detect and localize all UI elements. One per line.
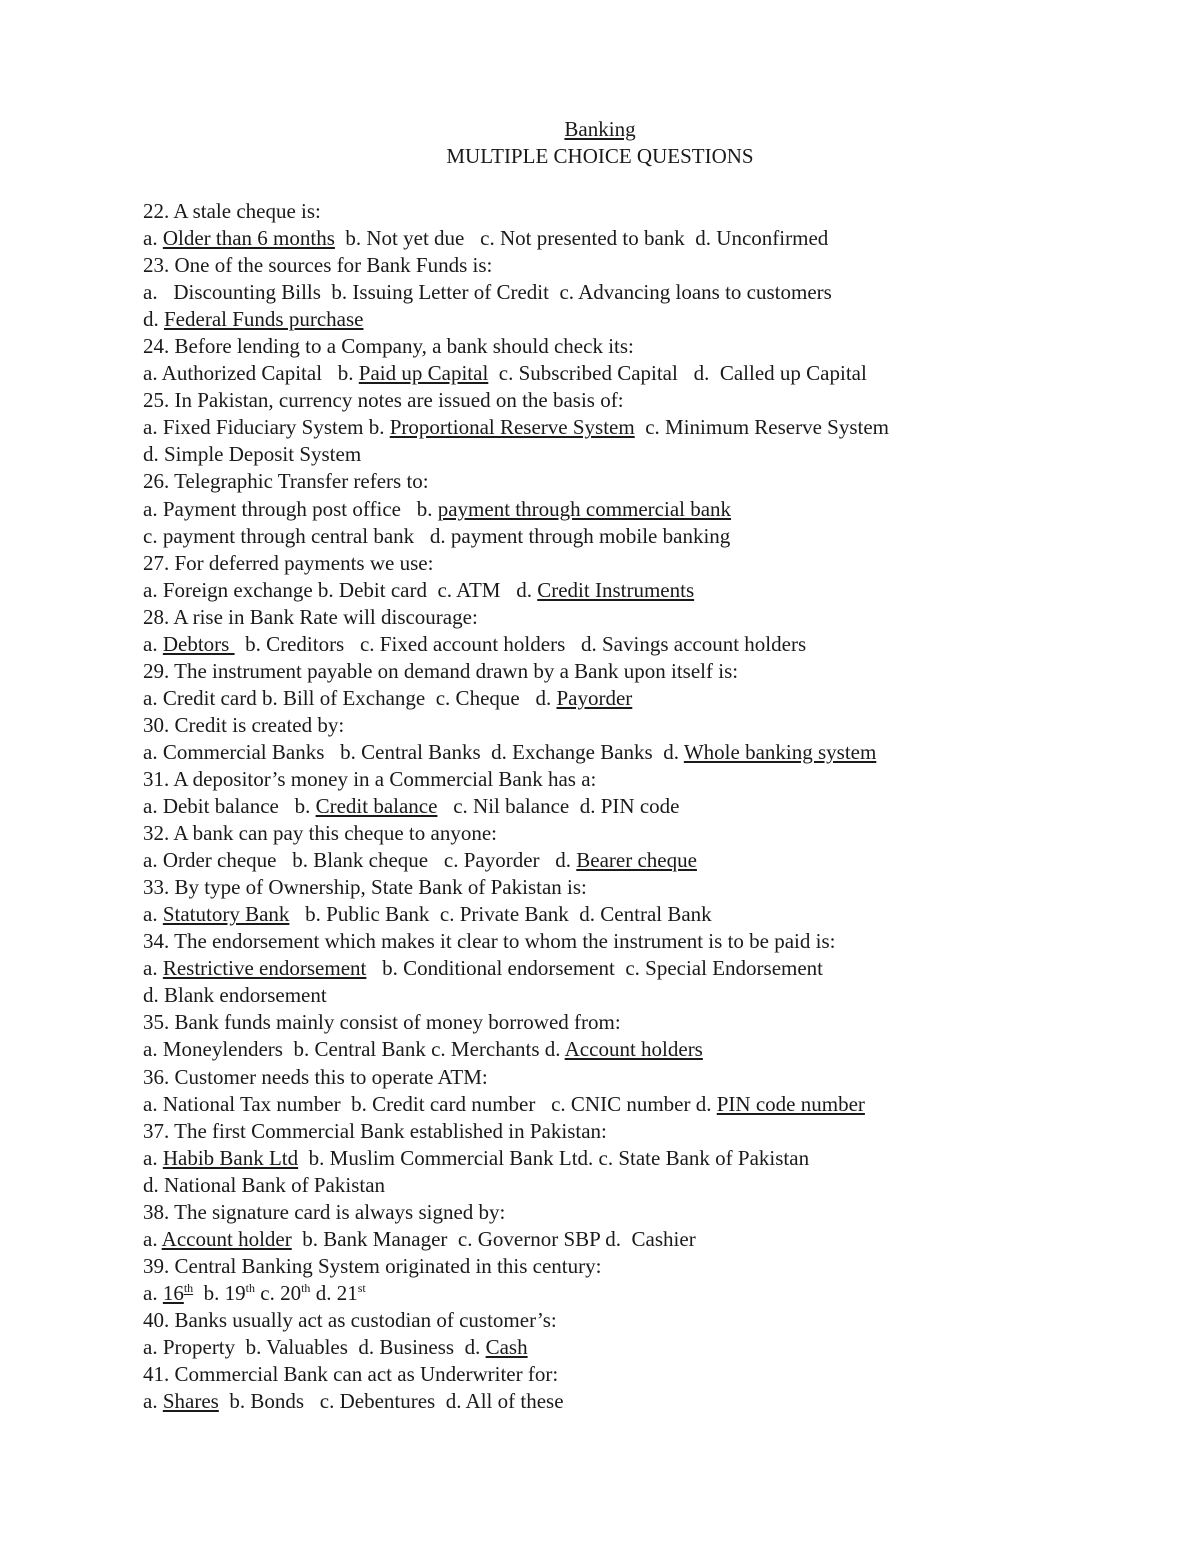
correct-answer: Habib Bank Ltd — [162, 1145, 299, 1170]
correct-answer: Cash — [485, 1334, 528, 1359]
ordinal-suffix: st — [357, 1280, 366, 1295]
answer-options-line — [143, 901, 1143, 928]
answer-options-line — [143, 523, 1143, 550]
question-line — [143, 1199, 1143, 1226]
answer-options-line — [143, 1334, 1143, 1361]
text-segment: c. Minimum Reserve System — [634, 415, 890, 440]
text-segment: 31. A depositor’s money in a Commercial Bank has a: — [143, 766, 597, 791]
text-segment: a. — [143, 1280, 163, 1305]
text-segment: a. Payment through post office b. — [143, 496, 438, 521]
text-segment: a. Credit card b. Bill of Exchange c. Cheque d. — [143, 685, 557, 710]
answer-options-line — [143, 1226, 1143, 1253]
mcq-list — [143, 198, 1143, 1415]
question-line — [143, 333, 1143, 360]
answer-options-line — [143, 739, 1143, 766]
ordinal-suffix: th — [245, 1280, 256, 1295]
text-segment: a. Authorized Capital b. — [143, 361, 359, 386]
text-segment: 29. The instrument payable on demand drawn by a Bank upon itself is: — [143, 658, 739, 683]
text-segment: a. — [143, 902, 163, 927]
text-segment: d. Blank endorsement — [143, 983, 327, 1008]
text-segment: a. Foreign exchange b. Debit card c. ATM d. — [143, 577, 538, 602]
correct-answer: Credit balance — [315, 794, 438, 819]
correct-answer: Federal Funds purchase — [164, 307, 364, 332]
question-line — [143, 928, 1143, 955]
correct-answer: PIN code number — [716, 1091, 865, 1116]
correct-answer: Bearer cheque — [576, 848, 697, 873]
text-segment: 33. By type of Ownership, State Bank of Pakistan is: — [143, 875, 587, 900]
answer-options-line — [143, 414, 1143, 441]
text-segment: a. Debit balance b. — [143, 794, 316, 819]
text-segment: 30. Credit is created by: — [143, 712, 345, 737]
question-line — [143, 550, 1143, 577]
text-segment: b. Muslim Commercial Bank Ltd. c. State Bank of Pakistan — [298, 1145, 810, 1170]
text-segment: 27. For deferred payments we use: — [143, 550, 434, 575]
question-line — [143, 1361, 1143, 1388]
answer-options-line — [143, 306, 1143, 333]
text-segment: 26. Telegraphic Transfer refers to: — [143, 469, 429, 494]
correct-answer: Debtors — [162, 631, 235, 656]
correct-answer: Statutory Bank — [162, 902, 290, 927]
answer-options-line — [143, 577, 1143, 604]
text-segment: a. — [143, 1226, 162, 1251]
document-title: Banking — [564, 117, 636, 141]
correct-answer: Restrictive endorsement — [162, 956, 367, 981]
text-segment: 36. Customer needs this to operate ATM: — [143, 1064, 488, 1089]
text-segment: 23. One of the sources for Bank Funds is: — [143, 253, 493, 278]
answer-options-line — [143, 631, 1143, 658]
text-segment: a. Moneylenders b. Central Bank c. Merchants d. — [143, 1037, 565, 1062]
ordinal-suffix: th — [301, 1280, 311, 1295]
question-line — [143, 252, 1143, 279]
correct-answer: Proportional Reserve System — [389, 415, 635, 440]
text-segment: 41. Commercial Bank can act as Underwriter for: — [143, 1362, 559, 1387]
answer-options-line — [143, 1145, 1143, 1172]
text-segment: c. 20 — [255, 1280, 302, 1305]
text-segment: 38. The signature card is always signed by: — [143, 1199, 506, 1224]
correct-answer: 16 — [162, 1280, 184, 1305]
question-line — [143, 1307, 1143, 1334]
correct-answer: Shares — [162, 1389, 219, 1414]
answer-options-line — [143, 279, 1143, 306]
text-segment: 32. A bank can pay this cheque to anyone: — [143, 821, 497, 846]
text-segment: 22. A stale cheque is: — [143, 199, 321, 223]
question-line — [143, 820, 1143, 847]
text-segment: a. Discounting Bills b. Issuing Letter of Credit c. Advancing loans to customers — [143, 280, 832, 305]
text-segment: b. Creditors c. Fixed account holders d. Savings account holders — [234, 631, 807, 656]
text-segment: c. Nil balance d. PIN code — [437, 794, 680, 819]
question-line — [143, 712, 1143, 739]
text-segment: a. — [143, 1389, 163, 1414]
answer-options-line — [143, 955, 1143, 982]
text-segment: c. payment through central bank d. payment through mobile banking — [143, 523, 731, 548]
answer-options-line — [143, 847, 1143, 874]
correct-answer: payment through commercial bank — [437, 496, 732, 521]
answer-options-line — [143, 441, 1143, 468]
text-segment: 39. Central Banking System originated in this century: — [143, 1253, 602, 1278]
correct-answer: Older than 6 months — [162, 226, 335, 251]
correct-answer: th — [183, 1280, 194, 1295]
text-segment: 35. Bank funds mainly consist of money borrowed from: — [143, 1010, 621, 1035]
answer-options-line — [143, 1280, 1143, 1307]
text-segment: b. Bank Manager c. Governor SBP d. Cashier — [291, 1226, 696, 1251]
question-line — [143, 1118, 1143, 1145]
correct-answer: Whole banking system — [683, 739, 877, 764]
text-segment: 37. The first Commercial Bank established in Pakistan: — [143, 1118, 607, 1143]
text-segment: b. Public Bank c. Private Bank d. Central Bank — [289, 902, 712, 927]
text-segment: 24. Before lending to a Company, a bank should check its: — [143, 334, 634, 359]
answer-options-line — [143, 1172, 1143, 1199]
question-line — [143, 1009, 1143, 1036]
question-line — [143, 766, 1143, 793]
answer-options-line — [143, 1091, 1143, 1118]
text-segment: 25. In Pakistan, currency notes are issued on the basis of: — [143, 388, 624, 413]
text-segment: a. National Tax number b. Credit card number c. CNIC number d. — [143, 1091, 717, 1116]
text-segment: a. Property b. Valuables d. Business d. — [143, 1334, 486, 1359]
answer-options-line — [143, 225, 1143, 252]
text-segment: b. 19 — [193, 1280, 246, 1305]
document-subtitle: MULTIPLE CHOICE QUESTIONS — [446, 144, 754, 168]
text-segment: 34. The endorsement which makes it clear to whom the instrument is to be paid is: — [143, 929, 836, 954]
correct-answer: Payorder — [556, 685, 633, 710]
correct-answer: Paid up Capital — [358, 361, 489, 386]
answer-options-line — [143, 982, 1143, 1009]
text-segment: d. National Bank of Pakistan — [143, 1172, 386, 1197]
text-segment: b. Conditional endorsement c. Special Endorsement — [366, 956, 824, 981]
answer-options-line — [143, 685, 1143, 712]
text-segment: 28. A rise in Bank Rate will discourage: — [143, 604, 478, 629]
question-line — [143, 604, 1143, 631]
question-line — [143, 1064, 1143, 1091]
text-segment: a. — [143, 1145, 163, 1170]
text-segment: d. Simple Deposit System — [143, 442, 362, 467]
text-segment: a. — [143, 956, 163, 981]
text-segment: d. — [143, 307, 164, 332]
correct-answer: Account holder — [161, 1226, 292, 1251]
text-segment: 40. Banks usually act as custodian of customer’s: — [143, 1307, 557, 1332]
correct-answer: Account holders — [564, 1037, 703, 1062]
question-line — [143, 658, 1143, 685]
answer-options-line — [143, 1388, 1143, 1415]
text-segment: b. Bonds c. Debentures d. All of these — [218, 1389, 564, 1414]
text-segment: a. — [143, 631, 163, 656]
answer-options-line — [143, 793, 1143, 820]
text-segment: a. Order cheque b. Blank cheque c. Payorder d. — [143, 848, 577, 873]
answer-options-line — [143, 360, 1143, 387]
correct-answer: Credit Instruments — [537, 577, 695, 602]
text-segment: b. Not yet due c. Not presented to bank d. Unconfirmed — [334, 226, 829, 251]
text-segment: a. Fixed Fiduciary System b. — [143, 415, 390, 440]
question-line — [143, 198, 1143, 225]
document-header — [0, 116, 1200, 170]
question-line — [143, 874, 1143, 901]
text-segment: a. — [143, 226, 163, 251]
question-line — [143, 468, 1143, 495]
question-line — [143, 387, 1143, 414]
text-segment: a. Commercial Banks b. Central Banks d. Exchange Banks d. — [143, 739, 684, 764]
answer-options-line — [143, 496, 1143, 523]
question-line — [143, 1253, 1143, 1280]
answer-options-line — [143, 1036, 1143, 1063]
text-segment: c. Subscribed Capital d. Called up Capital — [488, 361, 867, 386]
text-segment: d. 21 — [310, 1280, 358, 1305]
